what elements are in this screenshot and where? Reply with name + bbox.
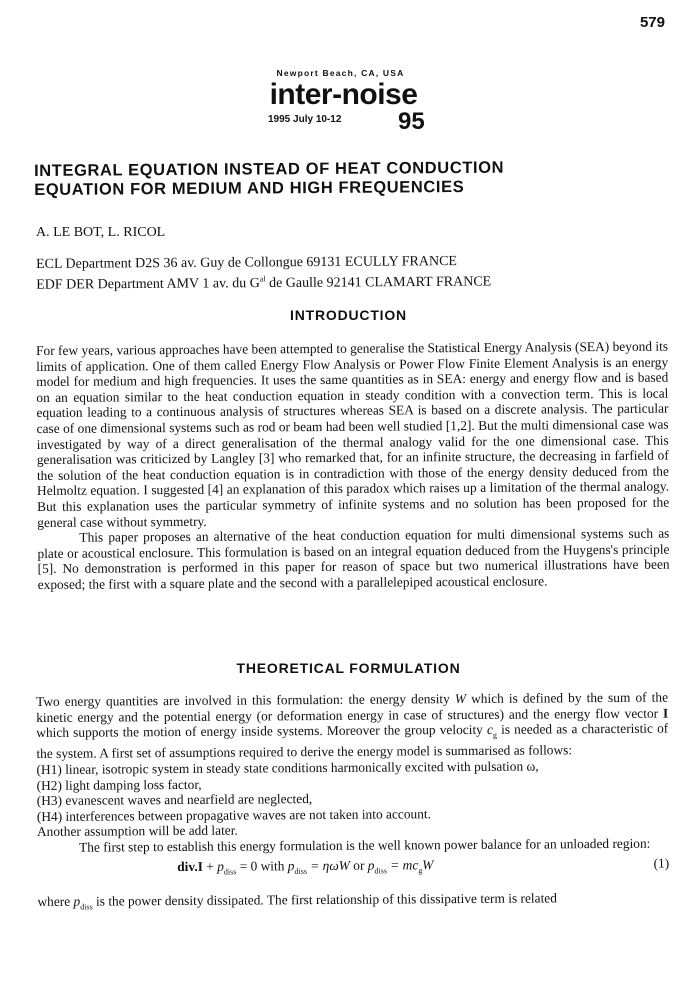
assumption-h4: (H4) interferences between propagative waves are not taken into account. bbox=[36, 806, 432, 824]
affiliation-edf: EDF DER Department AMV 1 av. du $G^{al}$ de Gaulle 92141 CLAMART FRANCE bbox=[36, 274, 492, 293]
assumption-h1: (H1) linear, isotropic system in steady state conditions harmonically excited with pulsation ω, bbox=[36, 758, 539, 778]
conference-dates-row bbox=[0, 110, 697, 134]
theory-heading: THEORETICAL FORMULATION bbox=[236, 660, 461, 676]
equation-1 bbox=[37, 855, 669, 883]
conference-location: Newport Beach, CA, USA bbox=[276, 68, 405, 78]
theory-paragraph-2: The first step to establish this energy formulation is the well known power balance for an unloaded region: bbox=[79, 835, 651, 855]
assumption-h3: (H3) evanescent waves and nearfield are neglected, bbox=[36, 791, 313, 809]
conference-dates: 1995 July 10-12 bbox=[268, 114, 342, 125]
conference-header bbox=[0, 68, 697, 134]
introduction-paragraph-1: For few years, various approaches have been attempted to generalise the Statistical Energy Analysis (SEA) beyond its limits of application. One of them called Energy Flow Analysis or Power Flow Finite Element Analysis is an energy model for medium and high frequencies. It uses the same quantities as in SEA: energy and energy flow and is based on an equation similar to the heat conduction equation in steady condition with a convection term. This is local equation leading to a continuous analysis of structures whereas SEA is based on a discrete analysis. The particular case of one dimensional systems such as rod or beam had been well studied [1,2]. But the multi dimensional case was investigated by way of a direct generalisation of the thermal analogy valid for the one dimensional case. This generalisation was criticized by Langley [3] who remarked that, for an infinite structure, the decreasing in farfield of the solution of the heat conduction equation is in contradiction with those of the energy density deduced from the Helmoltz equation. I suggested [4] an explanation of this paradox which raises up a limitation of the thermal analogy. But this explanation uses the particular symmetry of infinite systems and no solution has been proposed for the general case without symmetry. bbox=[36, 338, 670, 530]
inter-noise-logo: inter-noise bbox=[269, 78, 418, 111]
theory-body bbox=[36, 690, 670, 915]
equation-1-body: $div.I + p_{diss} = 0$ with $p_{diss} = \eta\omega W$ or $p_{diss} = mc_gW$ bbox=[177, 856, 434, 876]
affiliation-ecl: ECL Department D2S 36 av. Guy de Collongue 69131 ECULLY FRANCE bbox=[36, 254, 457, 272]
title-line-2: EQUATION FOR MEDIUM AND HIGH FREQUENCIES bbox=[34, 177, 465, 199]
introduction-heading: INTRODUCTION bbox=[290, 307, 407, 323]
assumption-h2: (H2) light damping loss factor, bbox=[36, 776, 202, 793]
conference-year: 95 bbox=[398, 108, 425, 135]
title-line-1: INTEGRAL EQUATION INSTEAD OF HEAT CONDUCTION bbox=[34, 158, 505, 180]
affiliations bbox=[36, 254, 491, 294]
another-assumption-note: Another assumption will be add later. bbox=[36, 823, 238, 840]
theory-last-line: where $p_{diss}$ is the power density dissipated. The first relationship of this dissipative term is related bbox=[37, 889, 557, 911]
paper-title bbox=[34, 158, 674, 200]
equation-1-number: (1) bbox=[653, 855, 670, 871]
introduction-body bbox=[36, 339, 670, 593]
authors: A. LE BOT, L. RICOL bbox=[36, 225, 166, 240]
introduction-paragraph-2: This paper proposes an alternative of the heat conduction equation for multi dimensional systems such as plate or acoustical enclosure. This formulation is based on an integral equation deduced from the Huygens's principle [5]. No demonstration is performed in this paper for reason of space but two numerical illustrations have been exposed; the first with a square plate and the second with a parallelepiped acoustical enclosure. bbox=[37, 525, 670, 592]
page-number: 579 bbox=[639, 14, 665, 31]
theory-paragraph-1: Two energy quantities are involved in this formulation: the energy density W which is defined by the sum of the kinetic energy and the potential energy (or deformation energy in case of structures) and the energy flow vector I which supports the motion of energy inside systems. Moreover the group velocity $c_g$ is needed as a characteristic of the system. A first set of assumptions required to derive the energy model is summarised as follows: bbox=[36, 689, 669, 762]
